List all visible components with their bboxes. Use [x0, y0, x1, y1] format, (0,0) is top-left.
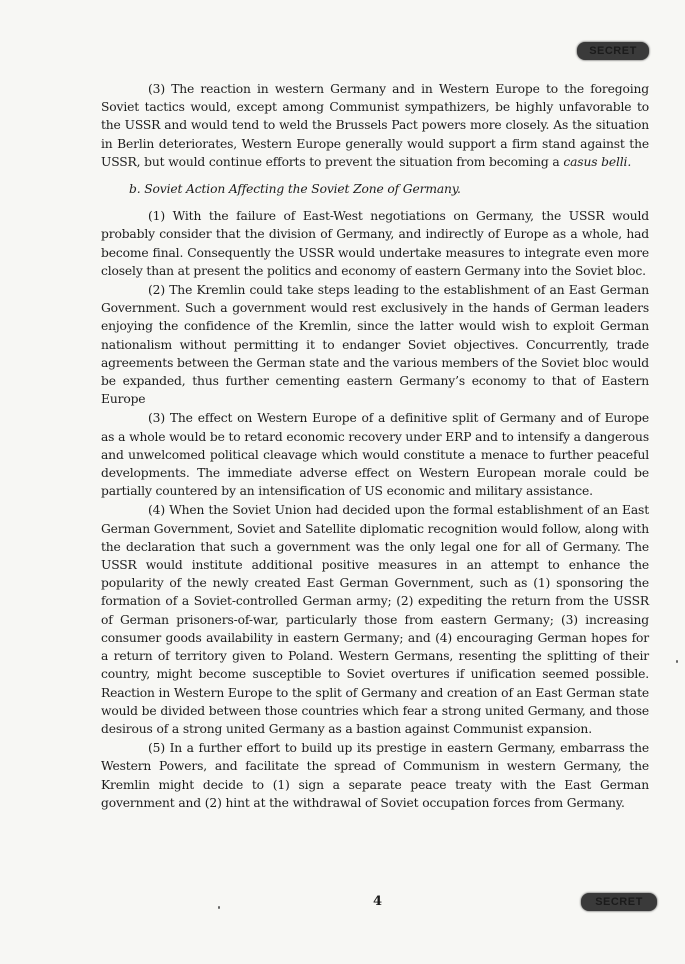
- page-number: 4: [373, 894, 383, 909]
- paragraph-a3-text: (3) The reaction in western Germany and in Western Europe to the foregoing Soviet tactics would, except among Communist sympathizers, be highly unfavorable to the USSR and would tend to weld the Brussels Pact powers more closely. As the situation in Berlin deteriorates, Western Europe generally would support a firm stand against the USSR, but would continue efforts to prevent the situation from becoming a: [101, 82, 649, 169]
- document-body: [101, 80, 649, 812]
- paragraph-a3: [101, 80, 649, 171]
- paragraph-b2: (2) The Kremlin could take steps leading to the establishment of an East German Government. Such a government would rest exclusively in the hands of German leaders enjoying the confidence of the Kremlin, since the latter would wish to exploit German nationalism without permitting it to endanger Soviet objectives. Concurrently, trade agreements between the German state and the various members of the Soviet bloc would be expanded, thus further cementing eastern Germany’s economy to that of Eastern Europe: [101, 283, 649, 407]
- paragraph-b1: (1) With the failure of East-West negotiations on Germany, the USSR would probably consider that the division of Germany, and indirectly of Europe as a whole, had become final. Consequently the USSR would undertake measures to integrate even more closely than at present the politics and economy of eastern Germany into the Soviet bloc.: [101, 209, 649, 278]
- classification-stamp-top: SECRET: [577, 42, 649, 60]
- scan-speck: [676, 660, 678, 663]
- paragraph-b3: (3) The effect on Western Europe of a definitive split of Germany and of Europe as a whole would be to retard economic recovery under ERP and to intensify a dangerous and unwelcomed political cleavage which would constitute a menace to further peaceful developments. The immediate adverse effect on Western European morale could be partially countered by an intensification of US economic and military assistance.: [101, 411, 649, 499]
- paragraph-b4: (4) When the Soviet Union had decided upon the formal establishment of an East German Government, Soviet and Satellite diplomatic recognition would follow, along with the declaration that such a government was the only legal one for all of Germany. The USSR would institute additional positive measures in an attempt to enhance the popularity of the newly created East German Government, such as (1) sponsoring the formation of a Soviet-controlled German army; (2) expediting the return from the USSR of German prisoners-of-war, particularly those from eastern Germany; (3) increasing consumer goods availability in eastern Germany; and (4) encouraging German hopes for a return of territory given to Poland. Western Germans, resenting the splitting of their country, might become susceptible to Soviet overtures if unification seemed possible. Reaction in Western Europe to the split of Germany and creation of an East German state would be divided between those countries which fear a strong united Germany, and those desirous of a strong united Germany as a bastion against Communist expansion.: [101, 503, 649, 736]
- casus-belli-term: casus belli.: [563, 154, 632, 169]
- paragraph-b5: (5) In a further effort to build up its prestige in eastern Germany, embarrass the Western Powers, and facilitate the spread of Communism in western Germany, the Kremlin might decide to (1) sign a separate peace treaty with the East German government and (2) hint at the withdrawal of Soviet occupation forces from Germany.: [101, 741, 649, 810]
- section-heading-b: b. Soviet Action Affecting the Soviet Zone of Germany.: [129, 182, 461, 197]
- scan-speck: [218, 906, 220, 909]
- classification-stamp-bottom: SECRET: [581, 893, 657, 911]
